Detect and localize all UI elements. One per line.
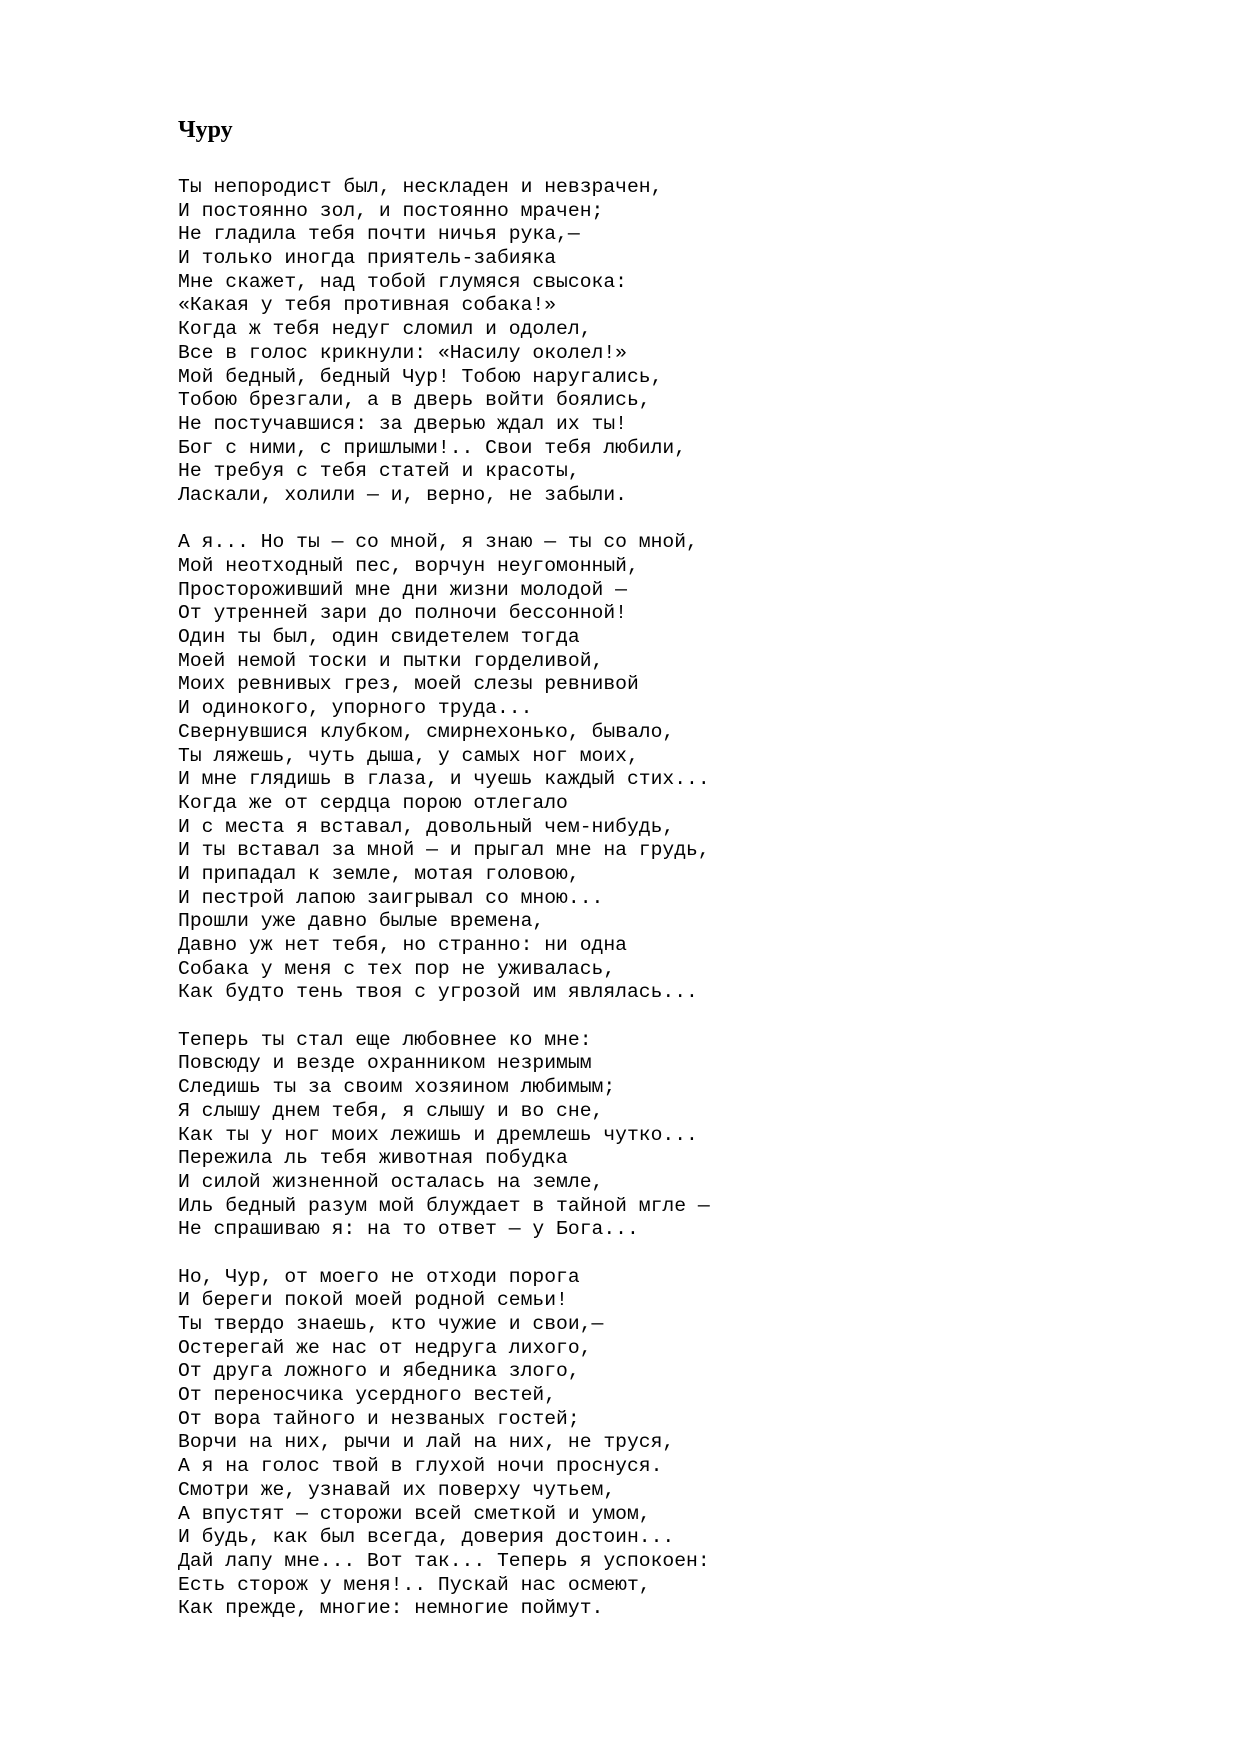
poem-line: Остерегай же нас от недруга лихого, <box>178 1336 592 1359</box>
poem-line: Когда же от сердца порою отлегало <box>178 791 568 814</box>
stanza <box>178 176 710 508</box>
stanza <box>178 1266 710 1621</box>
poem-line: Ты твердо знаешь, кто чужие и свои,— <box>178 1313 604 1335</box>
poem-line: Не требуя с тебя статей и красоты, <box>178 460 580 483</box>
poem-line: Собака у меня с тех пор не уживалась, <box>178 957 616 980</box>
poem-line: От вора тайного и незваных гостей; <box>178 1407 580 1430</box>
poem-line: Прошли уже давно былые времена, <box>178 910 545 933</box>
poem-line: Иль бедный разум мой блуждает в тайной мгле — <box>178 1194 710 1217</box>
poem-line: И припадал к земле, мотая головою, <box>178 862 580 885</box>
poem-line: И силой жизненной осталась на земле, <box>178 1170 604 1193</box>
poem-line: И с места я вставал, довольный чем-нибудь, <box>178 815 675 838</box>
poem-line: А я на голос твой в глухой ночи проснуся. <box>178 1455 663 1478</box>
poem-line: Пережила ль тебя животная побудка <box>178 1147 568 1170</box>
poem-line: Все в голос крикнули: «Насилу околел!» <box>178 341 627 364</box>
poem-line: И будь, как был всегда, доверия достоин... <box>178 1526 675 1549</box>
poem-title: Чуру <box>178 117 233 143</box>
poem-line: Один ты был, один свидетелем тогда <box>178 626 580 649</box>
poem-line: Давно уж нет тебя, но странно: ни одна <box>178 934 627 956</box>
poem-line: И только иногда приятель-забияка <box>178 247 557 270</box>
poem-line: И береги покой моей родной семьи! <box>178 1289 568 1312</box>
poem-line: Как прежде, многие: немногие поймут. <box>178 1597 604 1620</box>
poem-line: А впустят — сторожи всей сметкой и умом, <box>178 1502 651 1525</box>
poem-line: Ворчи на них, рычи и лай на них, не труся, <box>178 1431 675 1454</box>
poem-line: Не гладила тебя почти ничья рука,— <box>178 223 580 246</box>
poem-line: Свернувшися клубком, смирнехонько, бывало, <box>178 720 675 743</box>
poem-line: А я... Но ты — со мной, я знаю — ты со мной, <box>178 531 698 554</box>
poem-line: Есть сторож у меня!.. Пускай нас осмеют, <box>178 1573 651 1596</box>
poem-line: Бог с ними, с пришлыми!.. Свои тебя любили, <box>178 436 687 459</box>
poem-body <box>178 176 710 1645</box>
poem-line: Повсюду и везде охранником незримым <box>178 1052 592 1075</box>
poem-line: «Какая у тебя противная собака!» <box>178 294 557 317</box>
poem-line: От утренней зари до полночи бессонной! <box>178 602 627 625</box>
poem-line: Я слышу днем тебя, я слышу и во сне, <box>178 1099 604 1122</box>
poem-line: От переносчика усердного вестей, <box>178 1384 557 1407</box>
poem-line: Как будто тень твоя с угрозой им являлась... <box>178 981 698 1004</box>
poem-line: И пестрой лапою заигрывал со мною... <box>178 886 604 909</box>
poem-line: И постоянно зол, и постоянно мрачен; <box>178 199 604 222</box>
poem-line: Теперь ты стал еще любовнее ко мне: <box>178 1028 592 1051</box>
poem-line: Смотри же, узнавай их поверху чутьем, <box>178 1478 616 1501</box>
poem-line: Когда ж тебя недуг сломил и одолел, <box>178 318 592 341</box>
poem-line: Следишь ты за своим хозяином любимым; <box>178 1076 616 1099</box>
poem-line: Ласкали, холили — и, верно, не забыли. <box>178 483 627 506</box>
poem-line: Не спрашиваю я: на то ответ — у Бога... <box>178 1218 639 1241</box>
poem-line: Мне скажет, над тобой глумяся свысока: <box>178 270 627 293</box>
poem-line: И ты вставал за мной — и прыгал мне на грудь, <box>178 839 710 862</box>
poem-line: Не постучавшися: за дверью ждал их ты! <box>178 412 627 435</box>
poem-line: Дай лапу мне... Вот так... Теперь я успокоен: <box>178 1549 710 1572</box>
poem-line: Тобою брезгали, а в дверь войти боялись, <box>178 389 651 412</box>
poem-line: Ты непородист был, нескладен и невзрачен, <box>178 176 663 198</box>
poem-line: Как ты у ног моих лежишь и дремлешь чутко... <box>178 1123 698 1146</box>
poem-line: Мой бедный, бедный Чур! Тобою наругались, <box>178 365 663 388</box>
poem-line: Моих ревнивых грез, моей слезы ревнивой <box>178 673 639 696</box>
poem-line: И одинокого, упорного труда... <box>178 697 533 720</box>
poem-line: Но, Чур, от моего не отходи порога <box>178 1265 580 1288</box>
poem-line: Простороживший мне дни жизни молодой — <box>178 578 627 601</box>
poem-line: Ты ляжешь, чуть дыша, у самых ног моих, <box>178 744 639 767</box>
poem-line: И мне глядишь в глаза, и чуешь каждый стих... <box>178 768 710 791</box>
stanza <box>178 1029 710 1242</box>
stanza <box>178 531 710 1005</box>
poem-line: Моей немой тоски и пытки горделивой, <box>178 649 604 672</box>
poem-line: Мой неотходный пес, ворчун неугомонный, <box>178 555 639 577</box>
poem-line: От друга ложного и ябедника злого, <box>178 1360 580 1383</box>
